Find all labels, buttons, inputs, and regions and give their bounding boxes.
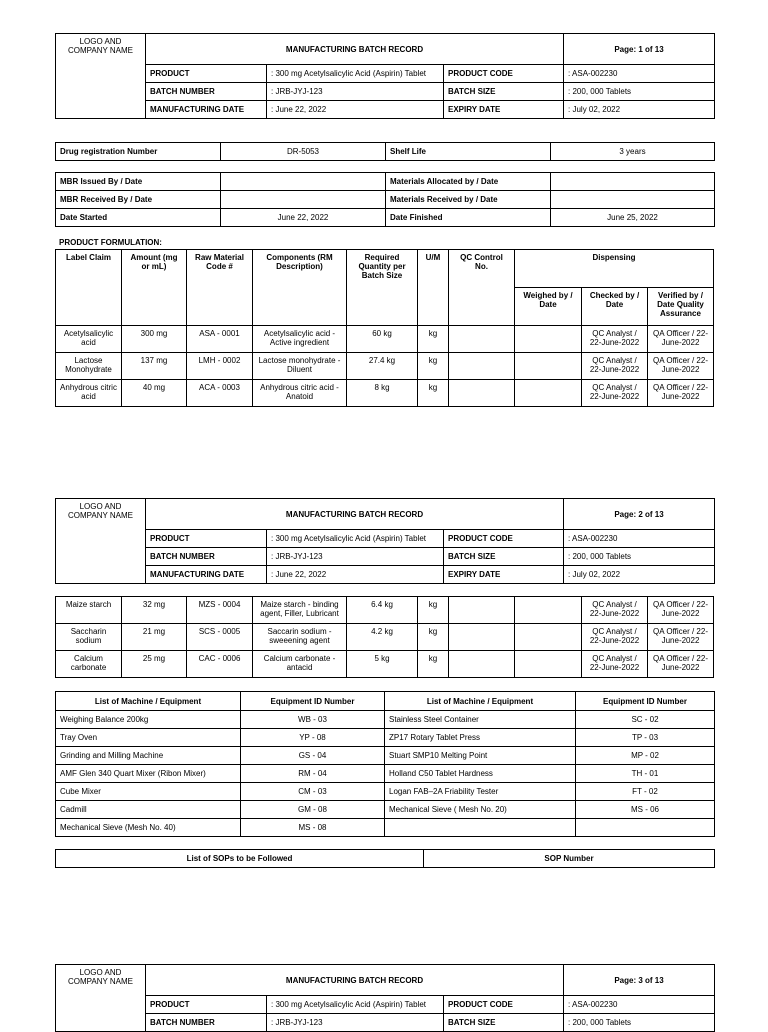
equipment-id-header: Equipment ID Number <box>241 692 385 711</box>
formulation-table-continued <box>55 596 714 678</box>
document-title: MANUFACTURING BATCH RECORD <box>146 34 564 65</box>
batch-number-value: : JRB-JYJ-123 <box>267 83 444 101</box>
table-row <box>56 624 714 651</box>
cell-um: kg <box>418 624 449 651</box>
cell-claim: Saccharin sodium <box>56 624 122 651</box>
mbr-issued-value[interactable] <box>221 173 386 191</box>
date-finished-label: Date Finished <box>386 209 551 227</box>
machine-name: Cadmill <box>56 801 241 819</box>
date-started-label: Date Started <box>56 209 221 227</box>
mbr-received-label: MBR Received By / Date <box>56 191 221 209</box>
cell-amount: 300 mg <box>122 326 187 353</box>
expiry-value: : July 02, 2022 <box>564 566 715 584</box>
batch-size-label: BATCH SIZE <box>444 83 564 101</box>
table-row <box>56 711 715 729</box>
cell-amount: 137 mg <box>122 353 187 380</box>
expiry-value: : July 02, 2022 <box>564 101 715 119</box>
cell-verified: QA Officer / 22-June-2022 <box>648 624 714 651</box>
equipment-id: TH - 01 <box>576 765 715 783</box>
sop-list-header: List of SOPs to be Followed <box>56 850 424 868</box>
cell-qc-control[interactable] <box>449 597 515 624</box>
cell-checked: QC Analyst / 22-June-2022 <box>582 651 648 678</box>
cell-weighed[interactable] <box>515 651 582 678</box>
col-required-qty: Required Quantity per Batch Size <box>347 250 418 326</box>
cell-verified: QA Officer / 22-June-2022 <box>648 326 714 353</box>
batch-size-label: BATCH SIZE <box>444 548 564 566</box>
cell-component: Calcium carbonate - antacid <box>253 651 347 678</box>
cell-weighed[interactable] <box>515 597 582 624</box>
equipment-id: CM - 03 <box>241 783 385 801</box>
cell-checked: QC Analyst / 22-June-2022 <box>582 326 648 353</box>
cell-qc-control[interactable] <box>449 651 515 678</box>
product-label: PRODUCT <box>146 65 267 83</box>
machine-name: AMF Glen 340 Quart Mixer (Ribon Mixer) <box>56 765 241 783</box>
cell-checked: QC Analyst / 22-June-2022 <box>582 353 648 380</box>
cell-code: ACA - 0003 <box>187 380 253 407</box>
mfg-date-value: : June 22, 2022 <box>267 101 444 119</box>
shelf-life-label: Shelf Life <box>386 143 551 161</box>
cell-verified: QA Officer / 22-June-2022 <box>648 380 714 407</box>
machine-name: Cube Mixer <box>56 783 241 801</box>
batch-size-value: : 200, 000 Tablets <box>564 1014 715 1032</box>
logo-company-name: LOGO AND COMPANY NAME <box>56 34 146 119</box>
product-code-value: : ASA-002230 <box>564 996 715 1014</box>
machine-name: Grinding and Milling Machine <box>56 747 241 765</box>
cell-um: kg <box>418 380 449 407</box>
cell-claim: Lactose Monohydrate <box>56 353 122 380</box>
col-um: U/M <box>418 250 449 326</box>
equipment-id: RM - 04 <box>241 765 385 783</box>
cell-weighed[interactable] <box>515 380 582 407</box>
cell-code: CAC - 0006 <box>187 651 253 678</box>
cell-code: SCS - 0005 <box>187 624 253 651</box>
cell-um: kg <box>418 651 449 678</box>
cell-qc-control[interactable] <box>449 326 515 353</box>
formulation-table <box>55 249 714 407</box>
col-dispensing: Dispensing <box>515 250 714 288</box>
cell-component: Maize starch - binding agent, Filler, Lubricant <box>253 597 347 624</box>
cell-amount: 21 mg <box>122 624 187 651</box>
cell-component: Anhydrous citric acid - Anatoid <box>253 380 347 407</box>
batch-number-label: BATCH NUMBER <box>146 1014 267 1032</box>
col-weighed-by: Weighed by / Date <box>515 288 582 326</box>
equipment-table <box>55 691 715 837</box>
cell-amount: 40 mg <box>122 380 187 407</box>
mbr-issued-label: MBR Issued By / Date <box>56 173 221 191</box>
product-label: PRODUCT <box>146 530 267 548</box>
cell-amount: 32 mg <box>122 597 187 624</box>
product-code-value: : ASA-002230 <box>564 65 715 83</box>
cell-weighed[interactable] <box>515 353 582 380</box>
cell-qty: 4.2 kg <box>347 624 418 651</box>
cell-qc-control[interactable] <box>449 380 515 407</box>
equipment-id: TP - 03 <box>576 729 715 747</box>
cell-qc-control[interactable] <box>449 353 515 380</box>
cell-qty: 5 kg <box>347 651 418 678</box>
cell-qty: 27.4 kg <box>347 353 418 380</box>
cell-claim: Maize starch <box>56 597 122 624</box>
cell-weighed[interactable] <box>515 326 582 353</box>
equipment-id <box>576 819 715 837</box>
product-code-label: PRODUCT CODE <box>444 65 564 83</box>
issuance-table <box>55 172 715 227</box>
equipment-id: WB - 03 <box>241 711 385 729</box>
cell-component: Acetylsalicylic acid - Active ingredient <box>253 326 347 353</box>
machine-name: ZP17 Rotary Tablet Press <box>385 729 576 747</box>
cell-qty: 6.4 kg <box>347 597 418 624</box>
col-components: Components (RM Description) <box>253 250 347 326</box>
cell-checked: QC Analyst / 22-June-2022 <box>582 597 648 624</box>
table-row <box>56 783 715 801</box>
equipment-id: SC - 02 <box>576 711 715 729</box>
col-amount: Amount (mg or mL) <box>122 250 187 326</box>
equipment-list-header: List of Machine / Equipment <box>56 692 241 711</box>
shelf-life-value: 3 years <box>551 143 715 161</box>
sop-number-header: SOP Number <box>424 850 715 868</box>
expiry-label: EXPIRY DATE <box>444 101 564 119</box>
batch-size-label: BATCH SIZE <box>444 1014 564 1032</box>
machine-name: Weighing Balance 200kg <box>56 711 241 729</box>
drug-reg-value: DR-5053 <box>221 143 386 161</box>
cell-qty: 60 kg <box>347 326 418 353</box>
col-verified-by: Verified by / Date Quality Assurance <box>648 288 714 326</box>
expiry-label: EXPIRY DATE <box>444 566 564 584</box>
date-started-value: June 22, 2022 <box>221 209 386 227</box>
document-title: MANUFACTURING BATCH RECORD <box>146 965 564 996</box>
page-number: Page: 1 of 13 <box>564 34 715 65</box>
batch-number-value: : JRB-JYJ-123 <box>267 548 444 566</box>
materials-allocated-value[interactable] <box>551 173 715 191</box>
table-row <box>56 326 714 353</box>
cell-weighed[interactable] <box>515 624 582 651</box>
equipment-id: FT - 02 <box>576 783 715 801</box>
cell-claim: Acetylsalicylic acid <box>56 326 122 353</box>
col-checked-by: Checked by / Date <box>582 288 648 326</box>
page3-header <box>55 964 715 1032</box>
cell-amount: 25 mg <box>122 651 187 678</box>
cell-checked: QC Analyst / 22-June-2022 <box>582 380 648 407</box>
cell-qty: 8 kg <box>347 380 418 407</box>
materials-received-label: Materials Received by / Date <box>386 191 551 209</box>
batch-size-value: : 200, 000 Tablets <box>564 83 715 101</box>
page1-header <box>55 33 715 119</box>
cell-code: ASA - 0001 <box>187 326 253 353</box>
product-label: PRODUCT <box>146 996 267 1014</box>
cell-claim: Anhydrous citric acid <box>56 380 122 407</box>
equipment-id: GS - 04 <box>241 747 385 765</box>
registration-table <box>55 142 715 161</box>
mfg-date-label: MANUFACTURING DATE <box>146 101 267 119</box>
cell-component: Saccarin sodium - sweeening agent <box>253 624 347 651</box>
materials-received-value[interactable] <box>551 191 715 209</box>
page-number: Page: 2 of 13 <box>564 499 715 530</box>
machine-name: Stuart SMP10 Melting Point <box>385 747 576 765</box>
cell-code: MZS - 0004 <box>187 597 253 624</box>
materials-allocated-label: Materials Allocated by / Date <box>386 173 551 191</box>
mfg-date-label: MANUFACTURING DATE <box>146 566 267 584</box>
mbr-received-value[interactable] <box>221 191 386 209</box>
table-row <box>56 801 715 819</box>
sop-table <box>55 849 715 868</box>
machine-name: Mechanical Sieve (Mesh No. 40) <box>56 819 241 837</box>
product-code-label: PRODUCT CODE <box>444 996 564 1014</box>
cell-um: kg <box>418 597 449 624</box>
batch-number-label: BATCH NUMBER <box>146 548 267 566</box>
date-finished-value: June 25, 2022 <box>551 209 715 227</box>
cell-code: LMH - 0002 <box>187 353 253 380</box>
logo-company-name: LOGO AND COMPANY NAME <box>56 499 146 584</box>
machine-name: Stainless Steel Container <box>385 711 576 729</box>
col-label-claim: Label Claim <box>56 250 122 326</box>
cell-qc-control[interactable] <box>449 624 515 651</box>
equipment-id: GM - 08 <box>241 801 385 819</box>
machine-name: Mechanical Sieve ( Mesh No. 20) <box>385 801 576 819</box>
machine-name: Tray Oven <box>56 729 241 747</box>
drug-reg-label: Drug registration Number <box>56 143 221 161</box>
cell-um: kg <box>418 326 449 353</box>
table-row <box>56 380 714 407</box>
product-value: : 300 mg Acetylsalicylic Acid (Aspirin) Tablet <box>267 65 444 83</box>
table-row <box>56 597 714 624</box>
table-row <box>56 353 714 380</box>
page2-header <box>55 498 715 584</box>
table-row <box>56 729 715 747</box>
machine-name: Logan FAB–2A Friability Tester <box>385 783 576 801</box>
col-raw-code: Raw Material Code # <box>187 250 253 326</box>
equipment-id: MP - 02 <box>576 747 715 765</box>
page-number: Page: 3 of 13 <box>564 965 715 996</box>
cell-verified: QA Officer / 22-June-2022 <box>648 353 714 380</box>
equipment-id: YP - 08 <box>241 729 385 747</box>
cell-checked: QC Analyst / 22-June-2022 <box>582 624 648 651</box>
equipment-id: MS - 06 <box>576 801 715 819</box>
table-row <box>56 765 715 783</box>
product-formulation-heading: PRODUCT FORMULATION: <box>59 238 162 247</box>
batch-number-label: BATCH NUMBER <box>146 83 267 101</box>
cell-component: Lactose monohydrate - Diluent <box>253 353 347 380</box>
cell-verified: QA Officer / 22-June-2022 <box>648 597 714 624</box>
table-row <box>56 819 715 837</box>
cell-um: kg <box>418 353 449 380</box>
document-title: MANUFACTURING BATCH RECORD <box>146 499 564 530</box>
table-row <box>56 747 715 765</box>
batch-number-value: : JRB-JYJ-123 <box>267 1014 444 1032</box>
machine-name: Holland C50 Tablet Hardness <box>385 765 576 783</box>
cell-verified: QA Officer / 22-June-2022 <box>648 651 714 678</box>
product-code-value: : ASA-002230 <box>564 530 715 548</box>
table-row <box>56 651 714 678</box>
batch-size-value: : 200, 000 Tablets <box>564 548 715 566</box>
equipment-id-header: Equipment ID Number <box>576 692 715 711</box>
equipment-list-header: List of Machine / Equipment <box>385 692 576 711</box>
product-code-label: PRODUCT CODE <box>444 530 564 548</box>
cell-claim: Calcium carbonate <box>56 651 122 678</box>
product-value: : 300 mg Acetylsalicylic Acid (Aspirin) Tablet <box>267 530 444 548</box>
machine-name <box>385 819 576 837</box>
product-value: : 300 mg Acetylsalicylic Acid (Aspirin) Tablet <box>267 996 444 1014</box>
col-qc-control: QC Control No. <box>449 250 515 326</box>
logo-company-name: LOGO AND COMPANY NAME <box>56 965 146 1032</box>
mfg-date-value: : June 22, 2022 <box>267 566 444 584</box>
equipment-id: MS - 08 <box>241 819 385 837</box>
